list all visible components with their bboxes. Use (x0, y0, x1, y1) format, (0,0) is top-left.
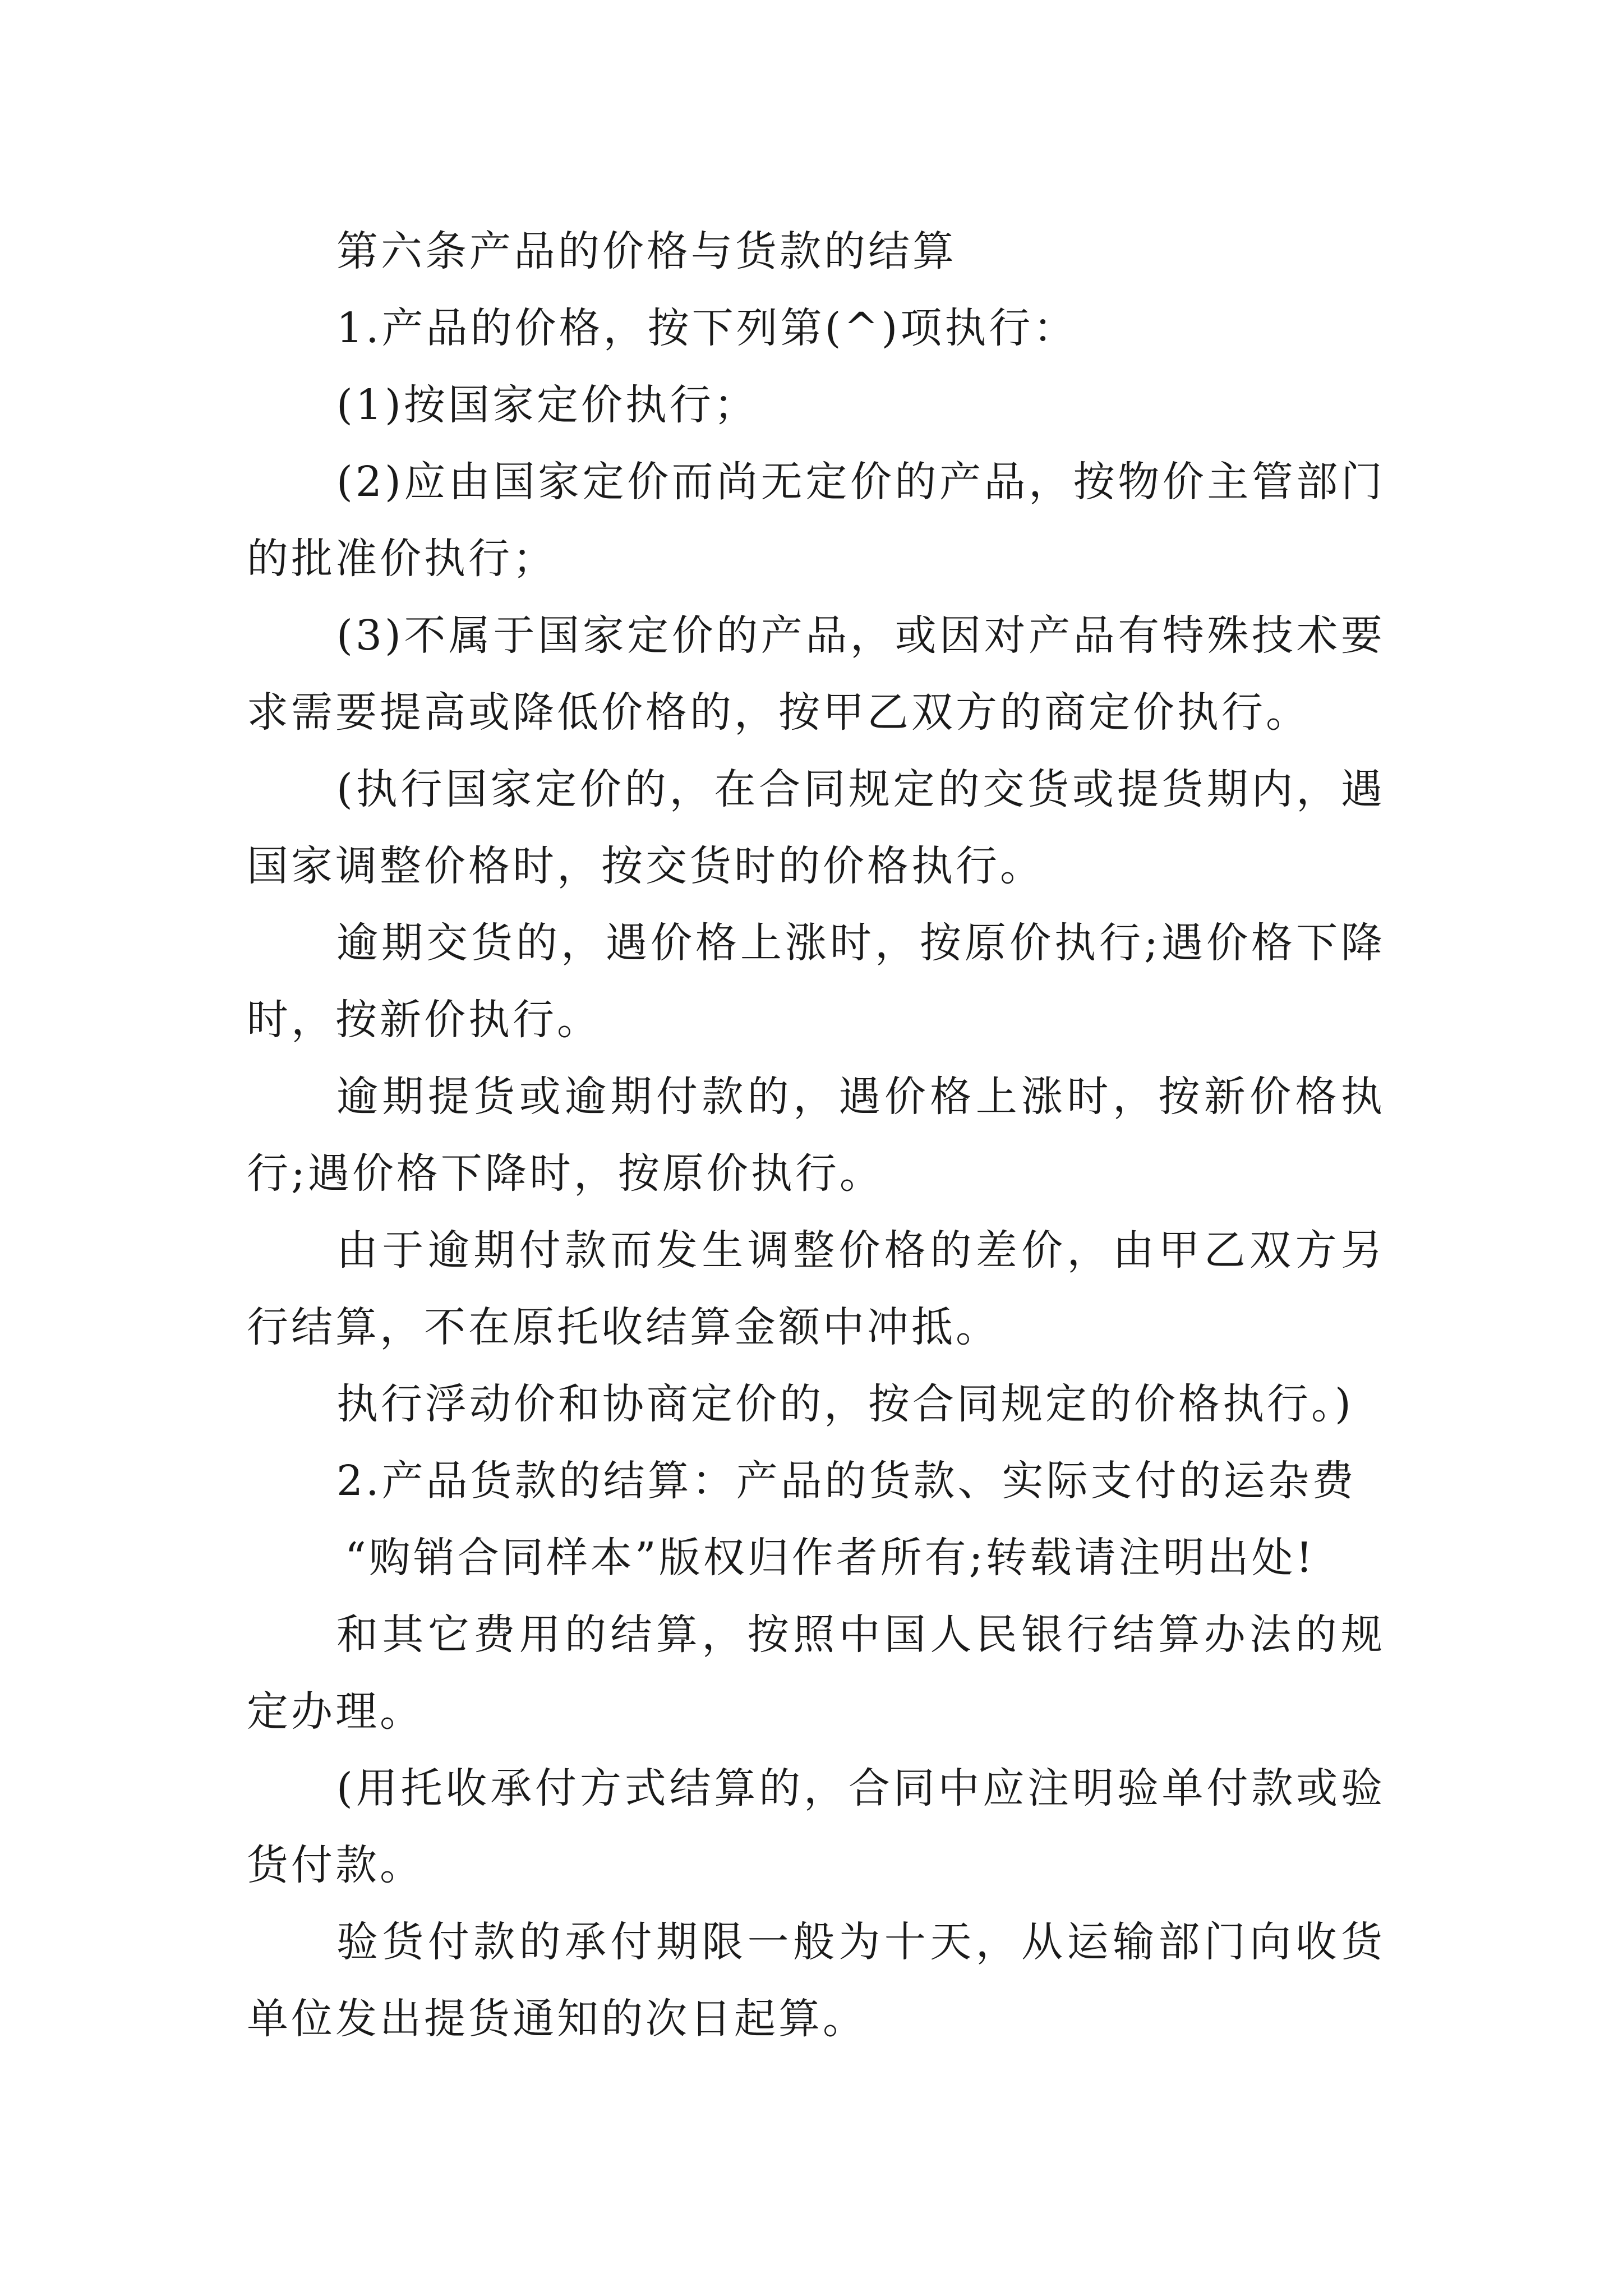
price-option-1: (1)按国家定价执行； (336, 381, 758, 429)
price-option-3: (3)不属于国家定价的产品，或因对产品有特殊技术要求需要提高或降低价格的，按甲乙双方的商定价执行。 (247, 611, 1385, 737)
price-difference-settlement: 由于逾期付款而发生调整价格的差价，由甲乙双方另行结算，不在原托收结算金额中冲抵。 (247, 1226, 1385, 1351)
price-clause-intro: 1.产品的价格，按下列第(^)项执行： (336, 304, 1078, 352)
copyright-notice: “购销合同样本”版权归作者所有;转载请注明出处! (345, 1534, 1316, 1582)
state-price-adjustment: (执行国家定价的，在合同规定的交货或提货期内，遇国家调整价格时，按交货时的价格执行。 (247, 765, 1385, 890)
price-option-2: (2)应由国家定价而尚无定价的产品，按物价主管部门的批准价执行； (247, 458, 1385, 583)
payment-settlement-continued: 和其它费用的结算，按照中国人民银行结算办法的规定办理。 (247, 1611, 1385, 1736)
floating-price-rule: 执行浮动价和协商定价的，按合同规定的价格执行。) (336, 1380, 1354, 1428)
late-pickup-payment-rule: 逾期提货或逾期付款的，遇价格上涨时，按新价格执行;遇价格下降时，按原价执行。 (247, 1073, 1385, 1198)
payment-settlement-clause: 2.产品货款的结算：产品的货款、实际支付的运杂费 (336, 1457, 1357, 1505)
document-body (247, 213, 1385, 2058)
late-delivery-rule: 逾期交货的，遇价格上涨时，按原价执行;遇价格下降时，按新价执行。 (247, 919, 1385, 1044)
article-heading: 第六条产品的价格与货款的结算 (336, 227, 957, 275)
acceptance-period-rule: 验货付款的承付期限一般为十天，从运输部门向收货单位发出提货通知的次日起算。 (247, 1918, 1385, 2043)
collection-acceptance-note: (用托收承付方式结算的，合同中应注明验单付款或验货付款。 (247, 1764, 1385, 1889)
